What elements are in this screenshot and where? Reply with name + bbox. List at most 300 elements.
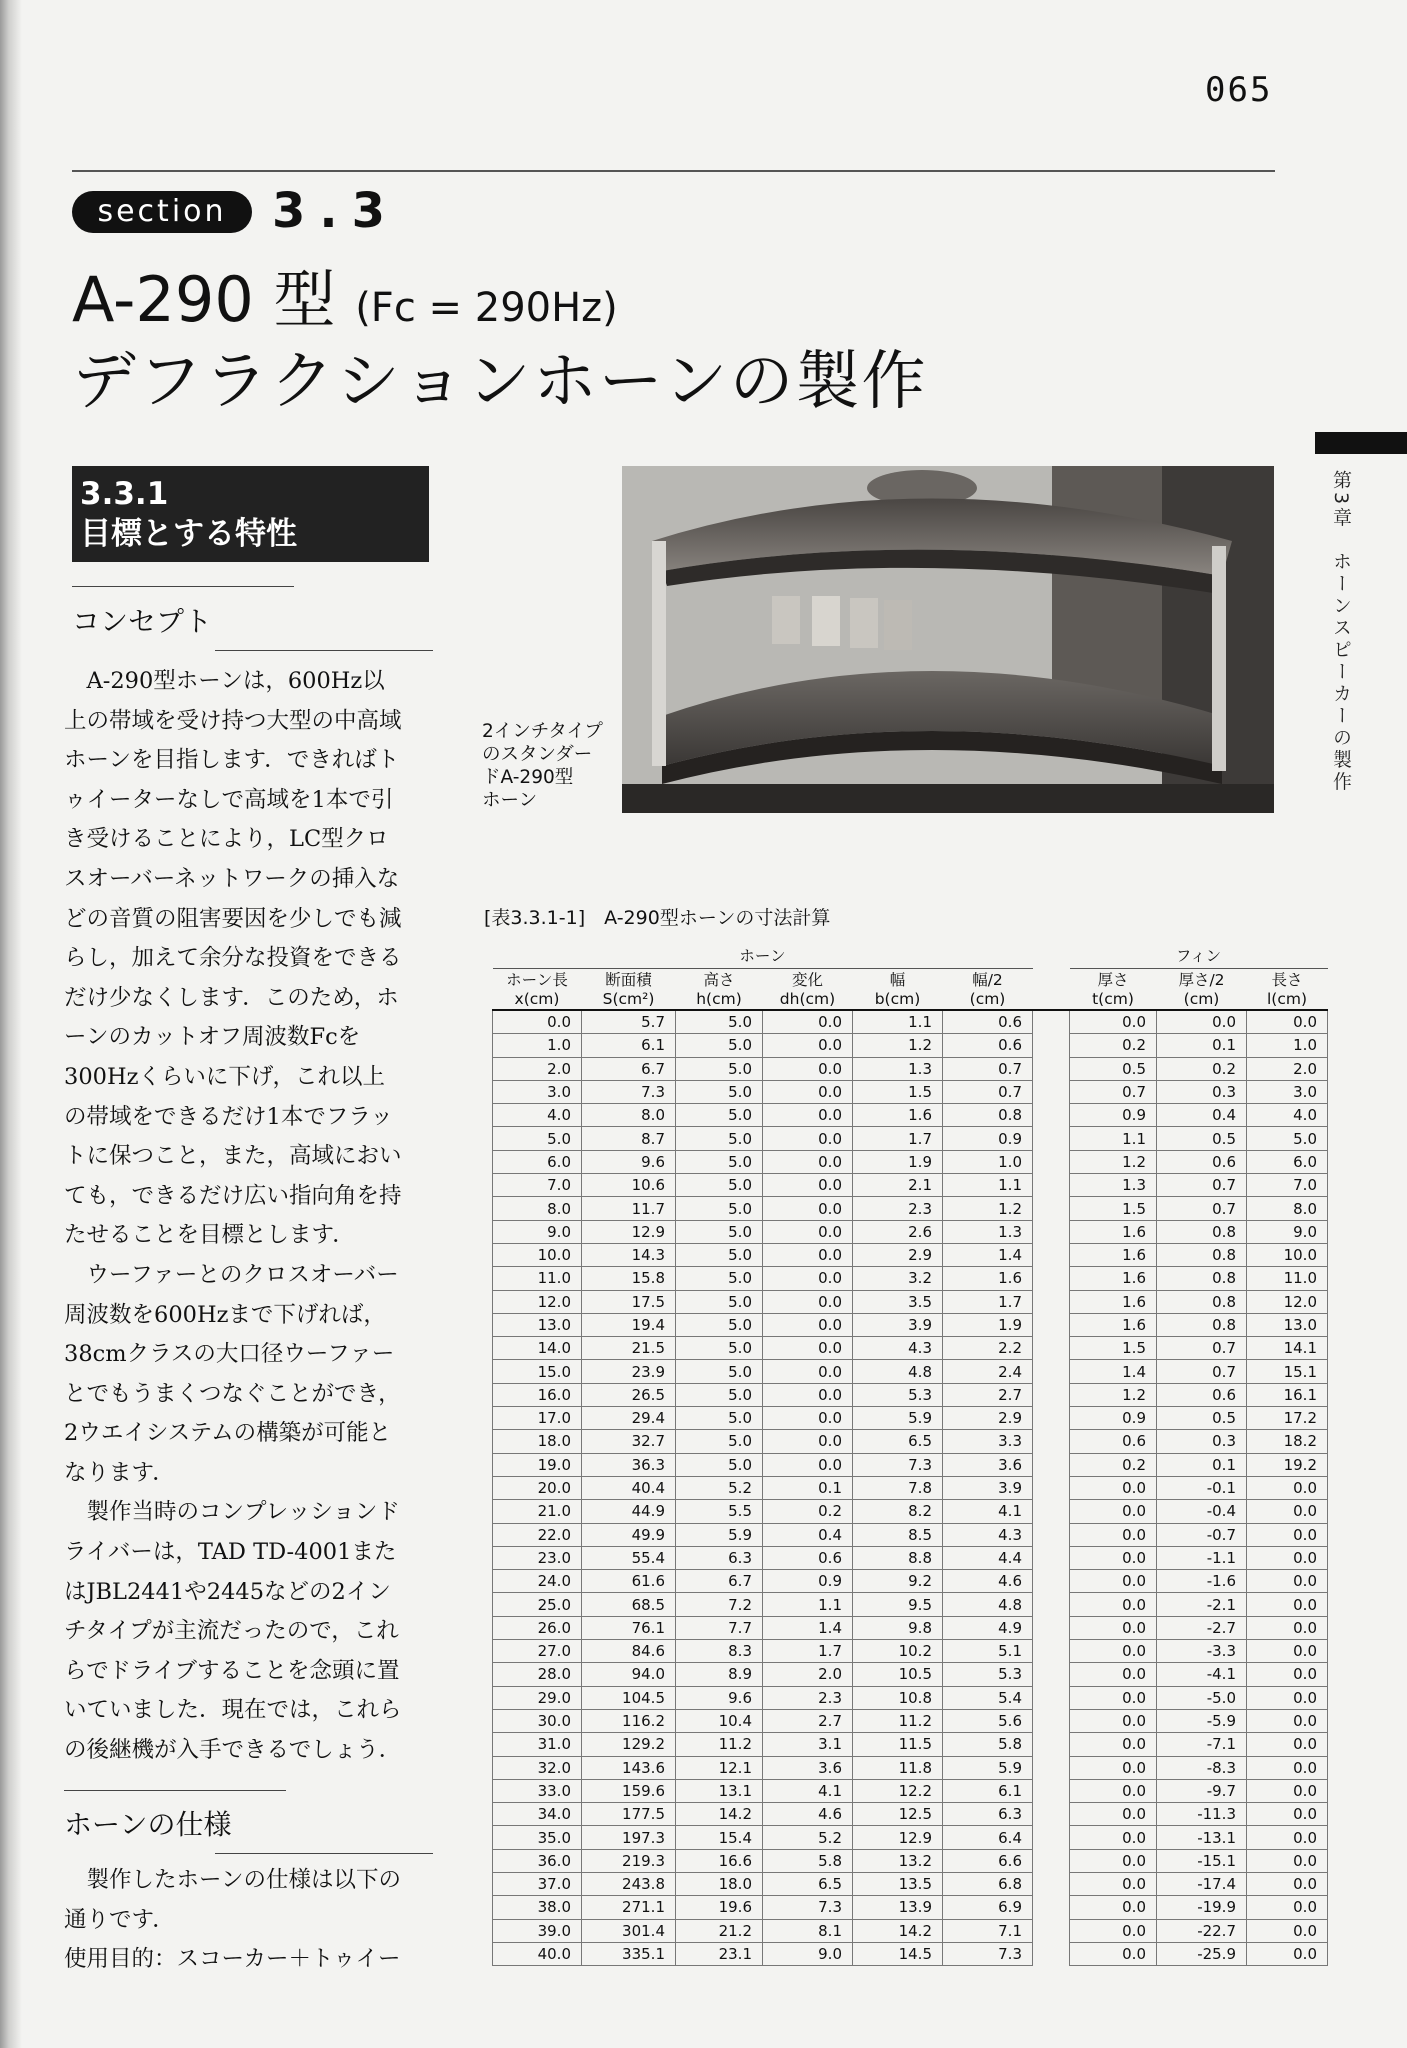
table-row [493, 1220, 1328, 1243]
group-horn-header: ホーン [493, 944, 1033, 969]
table-cell: 12.1 [676, 1756, 763, 1779]
table-cell: 4.8 [943, 1593, 1033, 1616]
column-header-unit: x(cm) [514, 990, 560, 1008]
concept-body [64, 662, 436, 1771]
table-row [493, 1756, 1328, 1779]
table-gap [1033, 1243, 1070, 1266]
table-cell: 0.7 [1157, 1174, 1247, 1197]
table-cell: 6.1 [582, 1034, 676, 1057]
table-row [493, 1640, 1328, 1663]
table-gap [1033, 1150, 1070, 1173]
table-cell: 0.0 [1247, 1826, 1328, 1849]
table-title: [表3.3.1-1] A-290型ホーンの寸法計算 [484, 907, 831, 929]
table-cell: -0.4 [1157, 1500, 1247, 1523]
table-cell: 12.0 [1247, 1290, 1328, 1313]
title-sub: (Fc = 290Hz) [355, 285, 618, 331]
table-cell: 0.8 [1157, 1313, 1247, 1336]
column-header-top: 変化 [791, 971, 823, 989]
table-cell: 9.6 [582, 1150, 676, 1173]
table-cell: 0.0 [763, 1383, 853, 1406]
table-cell: 12.0 [493, 1290, 582, 1313]
table-gap [1033, 1942, 1070, 1965]
table-cell: 5.9 [676, 1523, 763, 1546]
table-cell: 0.0 [1247, 1942, 1328, 1965]
text-line: 2ウエイシステムの構築が可能と [64, 1420, 392, 1447]
table-cell: -8.3 [1157, 1756, 1247, 1779]
table-cell: 6.6 [943, 1849, 1033, 1872]
table-cell: 0.7 [943, 1080, 1033, 1103]
table-cell: 0.8 [1157, 1267, 1247, 1290]
section-number: 3.3 [272, 183, 400, 239]
column-header-unit: h(cm) [696, 990, 742, 1008]
table-cell: 0.0 [1070, 1546, 1157, 1569]
table-cell: 0.0 [1247, 1570, 1328, 1593]
table-cell: 8.0 [582, 1104, 676, 1127]
table-cell: 5.0 [676, 1383, 763, 1406]
table-cell: 35.0 [493, 1826, 582, 1849]
table-cell: 0.0 [763, 1453, 853, 1476]
table-cell: 16.6 [676, 1849, 763, 1872]
table-cell: 0.0 [1247, 1476, 1328, 1499]
table-cell: 2.0 [1247, 1057, 1328, 1080]
table-cell: -2.7 [1157, 1616, 1247, 1639]
table-row [493, 1942, 1328, 1965]
table-cell: 0.0 [1247, 1593, 1328, 1616]
table-cell: 0.0 [1247, 1010, 1328, 1034]
table-cell: 13.0 [493, 1313, 582, 1336]
table-cell: 3.3 [943, 1430, 1033, 1453]
table-cell: -15.1 [1157, 1849, 1247, 1872]
table-cell: 0.7 [1157, 1337, 1247, 1360]
table-gap [1033, 1803, 1070, 1826]
spec-heading: ホーンの仕様 [64, 1808, 232, 1841]
text-line: 38cmクラスの大口径ウーファー [64, 1341, 395, 1368]
text-line: 製作したホーンの仕様は以下の [64, 1867, 402, 1893]
table-cell: 10.8 [853, 1686, 943, 1709]
table-cell: 3.9 [853, 1313, 943, 1336]
table-cell: 5.0 [676, 1220, 763, 1243]
table-cell: 0.0 [763, 1197, 853, 1220]
table-cell: 27.0 [493, 1640, 582, 1663]
table-cell: 0.7 [1157, 1360, 1247, 1383]
table-cell: 21.2 [676, 1919, 763, 1942]
table-cell: 0.6 [943, 1010, 1033, 1034]
column-header-unit: l(cm) [1266, 990, 1308, 1008]
table-row [493, 1500, 1328, 1523]
table-cell: -9.7 [1157, 1779, 1247, 1802]
table-cell: 3.6 [763, 1756, 853, 1779]
table-cell: 11.0 [1247, 1267, 1328, 1290]
table-row [493, 1290, 1328, 1313]
table-cell: 0.0 [1070, 1663, 1157, 1686]
table-cell: 1.2 [853, 1034, 943, 1057]
text-line: いていました．現在では，これら [64, 1697, 402, 1724]
table-cell: 9.6 [676, 1686, 763, 1709]
table-row [493, 1174, 1328, 1197]
table-cell: 20.0 [493, 1476, 582, 1499]
column-header-top: 高さ [703, 971, 735, 989]
table-cell: -5.0 [1157, 1686, 1247, 1709]
table-cell: 0.0 [1247, 1523, 1328, 1546]
table-cell: 14.3 [582, 1243, 676, 1266]
table-cell: 9.8 [853, 1616, 943, 1639]
table-cell: 0.0 [1247, 1803, 1328, 1826]
table-cell: 1.5 [1070, 1337, 1157, 1360]
text-line: はJBL2441や2445などの2イン [64, 1578, 391, 1605]
table-row [493, 1010, 1328, 1034]
table-cell: 1.1 [853, 1010, 943, 1034]
table-cell: 0.7 [1157, 1197, 1247, 1220]
table-cell: 40.4 [582, 1476, 676, 1499]
table-cell: 6.3 [943, 1803, 1033, 1826]
table-cell: 5.0 [676, 1290, 763, 1313]
table-cell: -5.9 [1157, 1709, 1247, 1732]
table-body [493, 1010, 1328, 1966]
table-cell: 4.4 [943, 1546, 1033, 1569]
table-cell: 10.5 [853, 1663, 943, 1686]
table-cell: -2.1 [1157, 1593, 1247, 1616]
table-cell: 37.0 [493, 1872, 582, 1895]
table-cell: 9.2 [853, 1570, 943, 1593]
table-gap [1033, 1290, 1070, 1313]
table-cell: 1.0 [1247, 1034, 1328, 1057]
table-cell: 1.6 [853, 1104, 943, 1127]
table-row [493, 1080, 1328, 1103]
table-cell: 0.0 [1070, 1640, 1157, 1663]
column-header-top: 厚さ [1097, 971, 1129, 989]
rule [72, 586, 294, 587]
table-cell: 7.8 [853, 1476, 943, 1499]
table-cell: 23.9 [582, 1360, 676, 1383]
table-cell: -7.1 [1157, 1733, 1247, 1756]
table-cell: 0.0 [763, 1010, 853, 1034]
table-row [493, 1523, 1328, 1546]
table-cell: 36.3 [582, 1453, 676, 1476]
table-cell: 13.5 [853, 1872, 943, 1895]
table-cell: 7.0 [1247, 1174, 1328, 1197]
table-cell: 0.1 [763, 1476, 853, 1499]
table-cell: 0.0 [763, 1080, 853, 1103]
rule [64, 1790, 286, 1791]
table-cell: 0.3 [1157, 1080, 1247, 1103]
table-cell: 34.0 [493, 1803, 582, 1826]
table-cell: 116.2 [582, 1709, 676, 1732]
table-cell: 8.3 [676, 1640, 763, 1663]
table-cell: 0.7 [1070, 1080, 1157, 1103]
table-cell: 5.0 [676, 1034, 763, 1057]
table-cell: 3.5 [853, 1290, 943, 1313]
horn-photo [622, 466, 1274, 813]
table-cell: 68.5 [582, 1593, 676, 1616]
table-cell: 18.0 [676, 1872, 763, 1895]
table-cell: 2.3 [763, 1686, 853, 1709]
table-cell: 4.6 [943, 1570, 1033, 1593]
column-header [1157, 969, 1247, 1011]
table-cell: -1.1 [1157, 1546, 1247, 1569]
table-row [493, 1243, 1328, 1266]
table-cell: 0.4 [1157, 1104, 1247, 1127]
table-cell: 2.2 [943, 1337, 1033, 1360]
table-gap [1033, 1080, 1070, 1103]
table-cell: 17.5 [582, 1290, 676, 1313]
table-gap [1033, 1267, 1070, 1290]
table-cell: 14.5 [853, 1942, 943, 1965]
table-cell: 6.3 [676, 1546, 763, 1569]
table-cell: 21.0 [493, 1500, 582, 1523]
table-cell: 0.0 [1247, 1616, 1328, 1639]
table-cell: 12.9 [853, 1826, 943, 1849]
table-cell: 0.0 [1247, 1872, 1328, 1895]
table-cell: 3.9 [943, 1476, 1033, 1499]
table-cell: 0.0 [1070, 1686, 1157, 1709]
subsection-number: 3.3.1 [80, 476, 169, 512]
table-cell: 6.0 [1247, 1150, 1328, 1173]
table-gap [1033, 1849, 1070, 1872]
table-cell: 14.2 [853, 1919, 943, 1942]
table-cell: 0.0 [1070, 1010, 1157, 1034]
table-cell: 0.5 [1157, 1407, 1247, 1430]
column-header [1247, 969, 1328, 1011]
table-cell: 0.6 [1070, 1430, 1157, 1453]
table-cell: 16.0 [493, 1383, 582, 1406]
table-cell: 13.9 [853, 1896, 943, 1919]
table-cell: 5.0 [676, 1243, 763, 1266]
table-cell: 15.0 [493, 1360, 582, 1383]
table-gap [1033, 1034, 1070, 1057]
table-cell: 6.8 [943, 1872, 1033, 1895]
table-gap [1033, 1104, 1070, 1127]
table-cell: 0.1 [1157, 1034, 1247, 1057]
column-header-unit: S(cm²) [602, 990, 655, 1008]
table-cell: 36.0 [493, 1849, 582, 1872]
table-cell: 0.0 [1070, 1523, 1157, 1546]
table-cell: 17.2 [1247, 1407, 1328, 1430]
table-cell: 2.0 [763, 1663, 853, 1686]
table-cell: 0.0 [1247, 1709, 1328, 1732]
table-cell: 5.3 [853, 1383, 943, 1406]
table-cell: -4.1 [1157, 1663, 1247, 1686]
table-cell: 1.0 [943, 1150, 1033, 1173]
table-cell: 1.1 [763, 1593, 853, 1616]
table-cell: 11.0 [493, 1267, 582, 1290]
table-cell: 0.1 [1157, 1453, 1247, 1476]
table-gap [1033, 1174, 1070, 1197]
table-cell: 5.0 [676, 1197, 763, 1220]
column-header [493, 969, 582, 1011]
table-cell: 10.0 [1247, 1243, 1328, 1266]
table-row [493, 1104, 1328, 1127]
table-cell: 5.0 [676, 1267, 763, 1290]
table-cell: 5.0 [676, 1080, 763, 1103]
table-cell: 14.2 [676, 1803, 763, 1826]
table-cell: 6.4 [943, 1826, 1033, 1849]
table-cell: 10.2 [853, 1640, 943, 1663]
table-gap [1033, 1500, 1070, 1523]
table-cell: 26.5 [582, 1383, 676, 1406]
table-cell: 0.0 [1070, 1803, 1157, 1826]
table-gap [1033, 969, 1070, 1011]
table-cell: 1.6 [1070, 1313, 1157, 1336]
table-cell: 4.8 [853, 1360, 943, 1383]
table-cell: 29.4 [582, 1407, 676, 1430]
page-binding-shadow [0, 0, 22, 2048]
table-cell: 0.0 [1157, 1010, 1247, 1034]
table-cell: 5.0 [676, 1010, 763, 1034]
table-cell: 0.0 [1247, 1779, 1328, 1802]
table-cell: 0.0 [1070, 1500, 1157, 1523]
caption-line: ドA-290型 [482, 767, 574, 788]
table-cell: 0.0 [1247, 1640, 1328, 1663]
table-cell: 7.3 [582, 1080, 676, 1103]
table-cell: 4.3 [853, 1337, 943, 1360]
table-cell: 1.6 [1070, 1267, 1157, 1290]
table-cell: 10.6 [582, 1174, 676, 1197]
table-cell: 3.0 [1247, 1080, 1328, 1103]
table-cell: 19.4 [582, 1313, 676, 1336]
table-cell: 5.5 [676, 1500, 763, 1523]
table-row [493, 1360, 1328, 1383]
table-cell: 1.7 [853, 1127, 943, 1150]
table-cell: 5.0 [676, 1407, 763, 1430]
column-header-unit: (cm) [1183, 990, 1220, 1008]
table-cell: 29.0 [493, 1686, 582, 1709]
table-cell: 9.5 [853, 1593, 943, 1616]
table-cell: -13.1 [1157, 1826, 1247, 1849]
table-cell: -11.3 [1157, 1803, 1247, 1826]
table-gap [1033, 1197, 1070, 1220]
table-cell: 7.3 [763, 1896, 853, 1919]
table-cell: 0.0 [1247, 1500, 1328, 1523]
table-cell: 5.0 [676, 1453, 763, 1476]
column-header-unit: t(cm) [1092, 990, 1134, 1008]
table-cell: 4.1 [943, 1500, 1033, 1523]
text-line: だけ少なくします．このため，ホ [64, 984, 399, 1011]
table-cell: 0.9 [943, 1127, 1033, 1150]
table-cell: 177.5 [582, 1803, 676, 1826]
table-cell: 1.3 [853, 1057, 943, 1080]
text-line: の後継機が入手できるでしょう． [64, 1737, 402, 1764]
table-cell: 0.0 [763, 1267, 853, 1290]
section-label: section [72, 191, 252, 233]
table-cell: 0.0 [763, 1290, 853, 1313]
table-cell: 5.0 [676, 1337, 763, 1360]
column-header-top: 幅 [889, 971, 906, 989]
table-cell: 0.2 [763, 1500, 853, 1523]
table-cell: 1.7 [943, 1290, 1033, 1313]
table-row [493, 1453, 1328, 1476]
table-gap [1033, 1407, 1070, 1430]
table-gap [1033, 1733, 1070, 1756]
table-cell: 0.0 [763, 1430, 853, 1453]
caption-line: ホーン [482, 790, 538, 811]
table-cell: 7.7 [676, 1616, 763, 1639]
table-cell: 13.1 [676, 1779, 763, 1802]
table-cell: 0.0 [763, 1220, 853, 1243]
column-header [763, 969, 853, 1011]
table-cell: -3.3 [1157, 1640, 1247, 1663]
table-cell: 0.0 [763, 1407, 853, 1430]
table-cell: 0.7 [943, 1057, 1033, 1080]
table-cell: 1.4 [943, 1243, 1033, 1266]
table-cell: -0.1 [1157, 1476, 1247, 1499]
table-cell: 0.0 [1070, 1616, 1157, 1639]
table-cell: 0.8 [1157, 1243, 1247, 1266]
text-line: チタイプが主流だったので，これ [64, 1618, 399, 1645]
table-row [493, 1546, 1328, 1569]
table-cell: 0.9 [1070, 1407, 1157, 1430]
table-cell: 8.8 [853, 1546, 943, 1569]
table-cell: 7.0 [493, 1174, 582, 1197]
table-cell: 32.0 [493, 1756, 582, 1779]
table-cell: 14.1 [1247, 1337, 1328, 1360]
table-row [493, 1430, 1328, 1453]
table-cell: 159.6 [582, 1779, 676, 1802]
column-header-top: 断面積 [605, 971, 652, 989]
table-cell: 6.5 [763, 1872, 853, 1895]
table-gap [1033, 1127, 1070, 1150]
table-cell: 0.0 [1070, 1570, 1157, 1593]
text-line: 300Hzくらいに下げ，これ以上 [64, 1063, 386, 1090]
table-row [493, 1663, 1328, 1686]
table-cell: 23.1 [676, 1942, 763, 1965]
table-cell: 19.6 [676, 1896, 763, 1919]
text-line: ても，できるだけ広い指向角を持 [64, 1182, 402, 1209]
column-header-top: 長さ [1271, 971, 1303, 989]
caption-line: のスタンダー [482, 744, 593, 765]
table-cell: 0.0 [763, 1150, 853, 1173]
table-cell: 5.4 [943, 1686, 1033, 1709]
table-cell: 5.0 [493, 1127, 582, 1150]
table-cell: 28.0 [493, 1663, 582, 1686]
chapter-tab [1315, 432, 1407, 454]
table-row [493, 1803, 1328, 1826]
text-line: ライバーは，TAD TD-4001また [64, 1539, 397, 1566]
table-cell: 11.2 [853, 1709, 943, 1732]
table-cell: 1.5 [853, 1080, 943, 1103]
table-cell: 0.6 [763, 1546, 853, 1569]
table-cell: -1.6 [1157, 1570, 1247, 1593]
table-gap [1033, 1640, 1070, 1663]
table-cell: 2.9 [943, 1407, 1033, 1430]
table-cell: 219.3 [582, 1849, 676, 1872]
table-row [493, 1267, 1328, 1290]
table-cell: 2.6 [853, 1220, 943, 1243]
table-cell: 25.0 [493, 1593, 582, 1616]
table-cell: 32.7 [582, 1430, 676, 1453]
text-line: トに保つこと，また，高域におい [64, 1143, 402, 1170]
table-cell: 17.0 [493, 1407, 582, 1430]
table-cell: 0.2 [1070, 1034, 1157, 1057]
table-cell: 5.0 [676, 1127, 763, 1150]
table-gap [1033, 1686, 1070, 1709]
table-cell: 38.0 [493, 1896, 582, 1919]
table-cell: 5.2 [763, 1826, 853, 1849]
table-cell: 0.8 [943, 1104, 1033, 1127]
concept-heading: コンセプト [72, 605, 213, 638]
table-cell: 197.3 [582, 1826, 676, 1849]
table-gap [1033, 1593, 1070, 1616]
column-header-unit: (cm) [969, 990, 1006, 1008]
table-cell: 14.0 [493, 1337, 582, 1360]
table-cell: 11.2 [676, 1733, 763, 1756]
table-cell: 1.9 [853, 1150, 943, 1173]
table-gap [1033, 1057, 1070, 1080]
table-gap [1033, 1709, 1070, 1732]
table-cell: 44.9 [582, 1500, 676, 1523]
table-cell: 24.0 [493, 1570, 582, 1593]
table-cell: 0.0 [1070, 1849, 1157, 1872]
table-cell: 0.9 [1070, 1104, 1157, 1127]
